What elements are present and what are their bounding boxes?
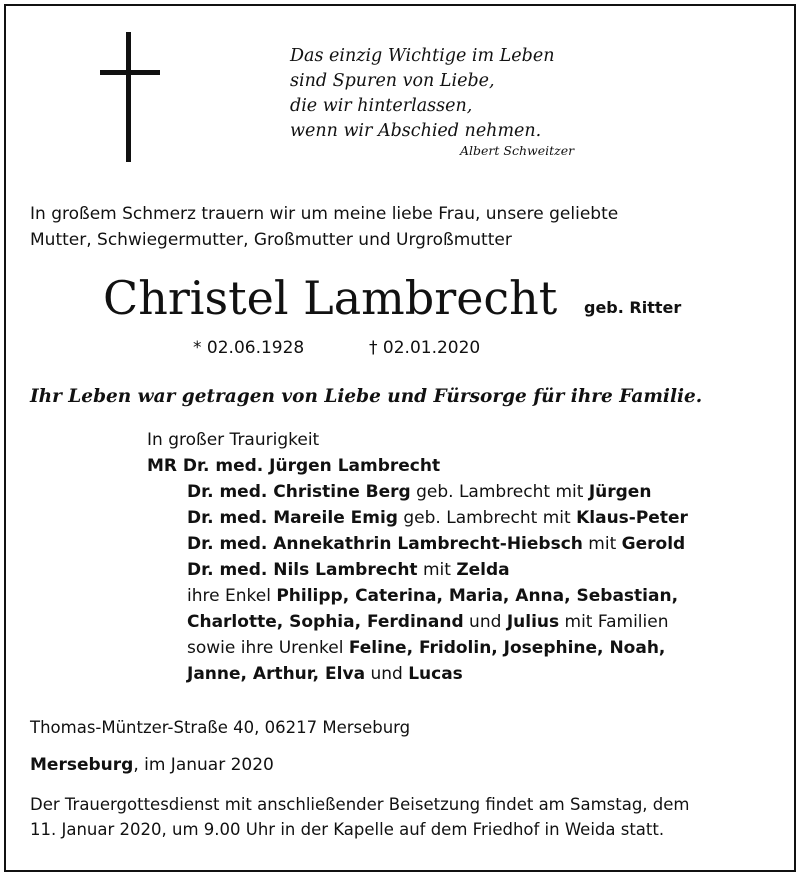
cross-icon — [100, 32, 160, 162]
funeral-line: Der Trauergottesdienst mit anschließender Beisetzung findet am Samstag, dem — [30, 795, 690, 814]
mourner-child — [147, 479, 688, 505]
grandchildren-line — [147, 609, 688, 635]
grandchildren-line — [147, 583, 688, 609]
child-nee: geb. Lambrecht mit — [397, 508, 577, 528]
quote-line: Das einzig Wichtige im Leben — [290, 46, 555, 66]
mourner-husband: MR Dr. med. Jürgen Lambrecht — [147, 456, 441, 476]
great-grandchildren-und: und — [365, 664, 409, 684]
great-grandchildren-names: Janne, Arthur, Elva — [187, 664, 366, 684]
great-grandchildren-names: Feline, Fridolin, Josephine, Noah, — [348, 638, 666, 658]
child-partner: Zelda — [456, 560, 510, 580]
grandchildren-und: und — [463, 612, 507, 632]
grandchildren-prefix: ihre Enkel — [187, 586, 277, 606]
place-date — [30, 755, 274, 775]
great-grandchildren-prefix: sowie ihre Urenkel — [187, 638, 349, 658]
great-grandchildren-line — [147, 661, 688, 687]
grandchildren-names: Philipp, Caterina, Maria, Anna, Sebastian, — [276, 586, 679, 606]
quote-line: sind Spuren von Liebe, — [290, 71, 495, 91]
funeral-line: 11. Januar 2020, um 9.00 Uhr in der Kapelle auf dem Friedhof in Weida statt. — [30, 820, 665, 839]
death-date: † 02.01.2020 — [369, 338, 481, 358]
address: Thomas-Müntzer-Straße 40, 06217 Merseburg — [30, 718, 411, 737]
deceased-name: Christel Lambrecht — [103, 271, 558, 325]
quote-line: die wir hinterlassen, — [290, 96, 473, 116]
quote-author: Albert Schweitzer — [460, 143, 575, 158]
great-grandchildren-names: Lucas — [408, 664, 463, 684]
mourner-child — [147, 505, 688, 531]
child-with: mit — [582, 534, 622, 554]
intro-line: Mutter, Schwiegermutter, Großmutter und Urgroßmutter — [30, 230, 512, 250]
mourner-child — [147, 531, 688, 557]
grandchildren-names: Charlotte, Sophia, Ferdinand — [187, 612, 464, 632]
mourners-intro: In großer Traurigkeit — [147, 430, 320, 450]
great-grandchildren-line — [147, 635, 688, 661]
child-nee: geb. Lambrecht mit — [410, 482, 589, 502]
mourner-child — [147, 557, 688, 583]
grandchildren-suffix: mit Familien — [559, 612, 669, 632]
child-partner: Gerold — [621, 534, 686, 554]
child-partner: Jürgen — [588, 482, 652, 502]
child-name: Dr. med. Nils Lambrecht — [187, 560, 418, 580]
maiden-name: geb. Ritter — [584, 298, 682, 317]
intro-text — [30, 201, 618, 253]
child-name: Dr. med. Christine Berg — [187, 482, 411, 502]
child-name: Dr. med. Mareile Emig — [187, 508, 398, 528]
motto: Ihr Leben war getragen von Liebe und Fürsorge für ihre Familie. — [30, 386, 703, 407]
child-partner: Klaus-Peter — [576, 508, 688, 528]
birth-date: * 02.06.1928 — [193, 338, 305, 358]
child-with: mit — [417, 560, 457, 580]
date: , im Januar 2020 — [133, 755, 274, 775]
quote-line: wenn wir Abschied nehmen. — [290, 121, 542, 141]
grandchildren-names: Julius — [506, 612, 560, 632]
mourners-list — [147, 427, 688, 687]
funeral-notice — [30, 792, 780, 842]
child-name: Dr. med. Annekathrin Lambrecht-Hiebsch — [187, 534, 583, 554]
intro-line: In großem Schmerz trauern wir um meine liebe Frau, unsere geliebte — [30, 204, 619, 224]
quote — [290, 44, 554, 144]
place: Merseburg — [30, 755, 134, 775]
